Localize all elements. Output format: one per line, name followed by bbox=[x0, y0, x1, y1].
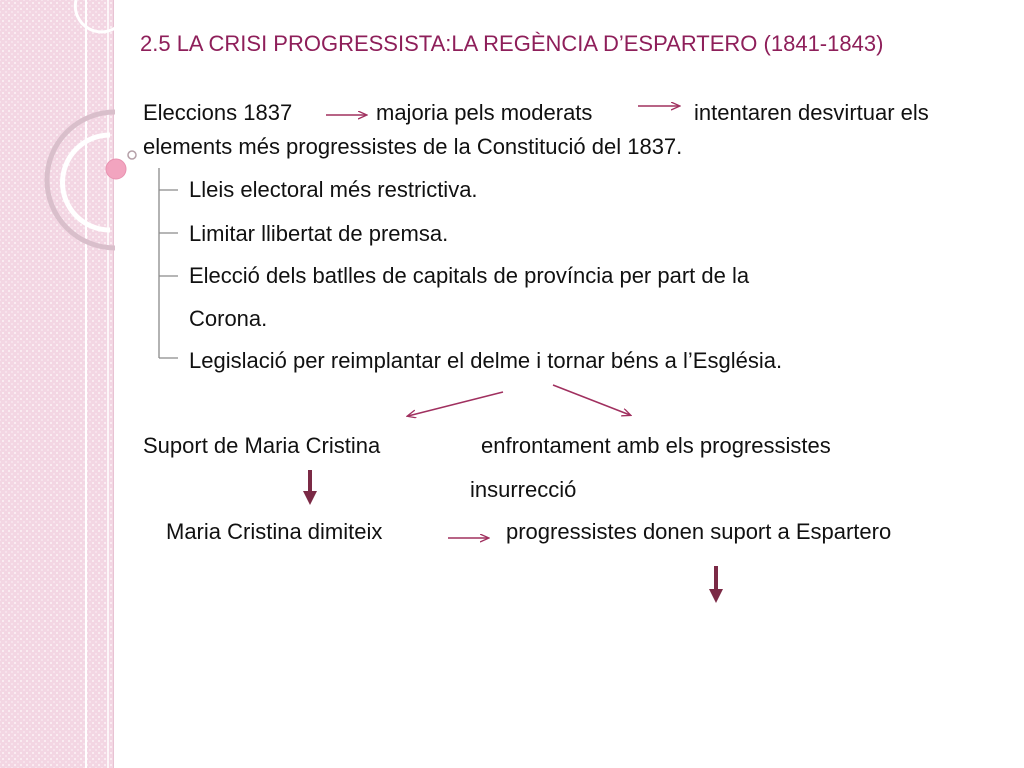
slide-title: 2.5 LA CRISI PROGRESSISTA:LA REGÈNCIA D’ESPARTERO (1841-1843) bbox=[140, 31, 884, 56]
measure-item: Lleis electoral més restrictiva. bbox=[189, 177, 478, 202]
text-eleccions-1837: Eleccions 1837 bbox=[143, 100, 293, 125]
measure-item: Limitar llibertat de premsa. bbox=[189, 221, 449, 246]
measure-item-continued: Corona. bbox=[189, 306, 268, 331]
arrow-down-left-icon bbox=[408, 392, 503, 416]
list-bracket bbox=[159, 168, 178, 358]
measure-item: Legislació per reimplantar el delme i tornar béns a l’Església. bbox=[189, 348, 783, 373]
text-suport-maria-cristina: Suport de Maria Cristina bbox=[143, 433, 381, 458]
text-majoria-moderats: majoria pels moderats bbox=[376, 100, 593, 125]
text-progressistes-suport: progressistes donen suport a Espartero bbox=[506, 519, 892, 544]
arrow-down-right-icon bbox=[553, 385, 630, 415]
text-insurreccio: insurrecció bbox=[470, 477, 577, 502]
measure-item: Elecció dels batlles de capitals de província per part de la bbox=[189, 263, 750, 288]
text-intentaren: intentaren desvirtuar els bbox=[694, 100, 929, 125]
text-enfrontament: enfrontament amb els progressistes bbox=[481, 433, 831, 458]
text-maria-cristina-dimiteix: Maria Cristina dimiteix bbox=[166, 519, 383, 544]
text-elements-progressistes: elements més progressistes de la Constitució del 1837. bbox=[143, 134, 683, 159]
